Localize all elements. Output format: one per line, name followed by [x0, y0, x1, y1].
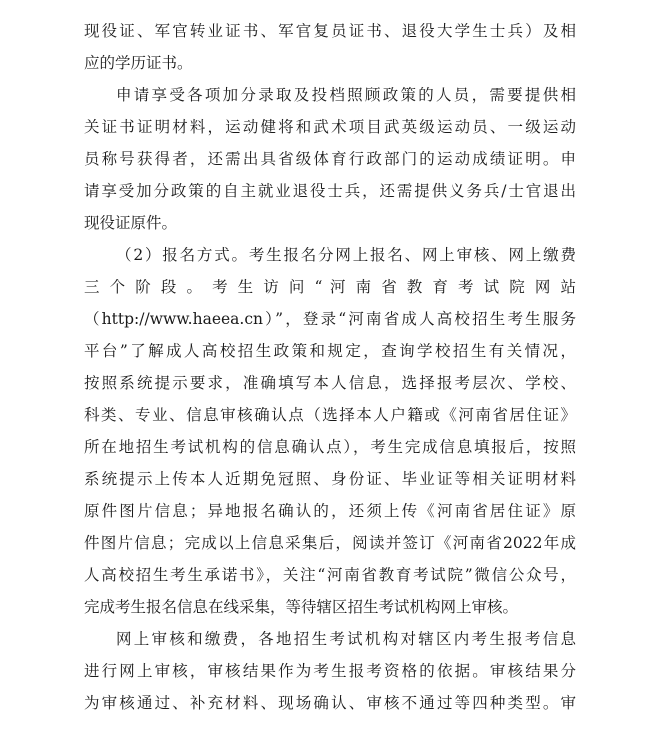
- text-line-18: 人高校招生考生承诺书》，关注“河南省教育考试院”微信公众号，: [84, 566, 576, 584]
- text-line-10: （http://www.haeea.cn）”，登录“河南省成人高校招生考生服务: [84, 310, 576, 328]
- text-line-11: 平台”了解成人高校招生政策和规定，查询学校招生有关情况，: [84, 342, 576, 360]
- text-line-14: 所在地招生考试机构的信息确认点），考生完成信息填报后，按照: [84, 438, 576, 456]
- text-line-5: 员称号获得者，还需出具省级体育行政部门的运动成绩证明。申: [84, 150, 576, 168]
- text-line-1: 现役证、军官转业证书、军官复员证书、退役大学生士兵）及相: [84, 22, 576, 40]
- text-line-15: 系统提示上传本人近期免冠照、身份证、毕业证等相关证明材料: [84, 470, 576, 488]
- text-line-22: 为审核通过、补充材料、现场确认、审核不通过等四种类型。审: [84, 694, 576, 712]
- text-line-20: 网上审核和缴费，各地招生考试机构对辖区内考生报考信息: [116, 630, 576, 648]
- text-line-4: 关证书证明材料，运动健将和武术项目武英级运动员、一级运动: [84, 118, 576, 136]
- text-line-17: 件图片信息；完成以上信息采集后，阅读并签订《河南省2022年成: [84, 534, 576, 552]
- text-line-8: （2）报名方式。考生报名分网上报名、网上审核、网上缴费: [116, 246, 576, 264]
- text-line-19: 完成考生报名信息在线采集，等待辖区招生考试机构网上审核。: [84, 598, 519, 616]
- text-line-12: 按照系统提示要求，准确填写本人信息，选择报考层次、学校、: [84, 374, 576, 392]
- text-line-3: 申请享受各项加分录取及投档照顾政策的人员，需要提供相: [116, 86, 576, 104]
- text-line-21: 进行网上审核，审核结果作为考生报考资格的依据。审核结果分: [84, 662, 576, 680]
- text-line-7: 现役证原件。: [84, 214, 178, 232]
- text-line-13: 科类、专业、信息审核确认点（选择本人户籍或《河南省居住证》: [84, 406, 576, 424]
- text-line-16: 原件图片信息；异地报名确认的，还须上传《河南省居住证》原: [84, 502, 576, 520]
- text-line-9: 三 个 阶 段 。 考 生 访 问 “ 河 南 省 教 育 考 试 院 网 站: [84, 278, 576, 296]
- text-line-6: 请享受加分政策的自主就业退役士兵，还需提供义务兵/士官退出: [84, 182, 576, 200]
- text-line-2: 应的学历证书。: [84, 54, 193, 72]
